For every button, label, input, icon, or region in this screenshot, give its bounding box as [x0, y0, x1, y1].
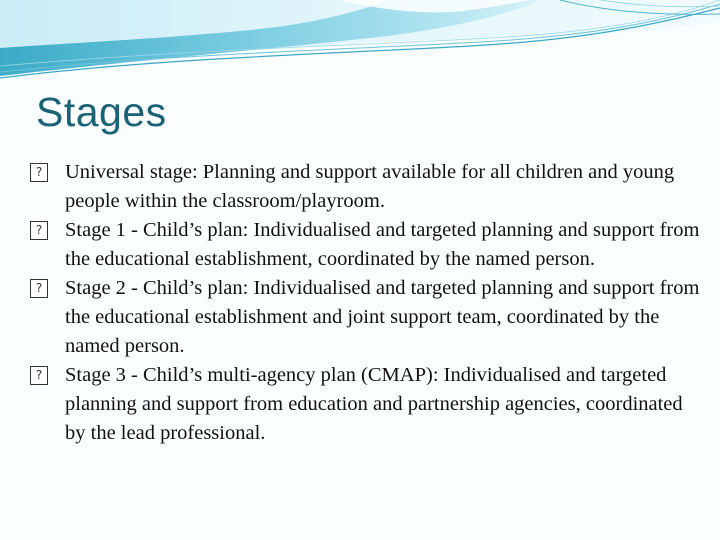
bullet-text: Stage 3 - Child’s multi-agency plan (CMAP): Individualised and targeted planning and support from education and partnership agencies, coordinated by the lead professional.: [65, 364, 683, 444]
missing-glyph-box-icon: [30, 279, 48, 298]
missing-glyph-box-icon: [30, 163, 48, 182]
bullet-item: [30, 158, 700, 216]
missing-glyph-box-icon: [30, 366, 48, 385]
bullet-list: [30, 158, 700, 448]
bullet-item: [30, 274, 700, 361]
bullet-item: [30, 361, 700, 448]
slide-title: Stages: [36, 89, 167, 135]
bullet-text: Stage 1 - Child’s plan: Individualised and targeted planning and support from the educational establishment, coordinated by the named person.: [65, 219, 700, 270]
bullet-text: Stage 2 - Child’s plan: Individualised and targeted planning and support from the educational establishment and joint support team, coordinated by the named person.: [65, 277, 700, 357]
bullet-text: Universal stage: Planning and support available for all children and young people within the classroom/playroom.: [65, 161, 675, 212]
missing-glyph-box-icon: [30, 221, 48, 240]
wave-banner-decoration: [0, 0, 720, 90]
bullet-item: [30, 216, 700, 274]
